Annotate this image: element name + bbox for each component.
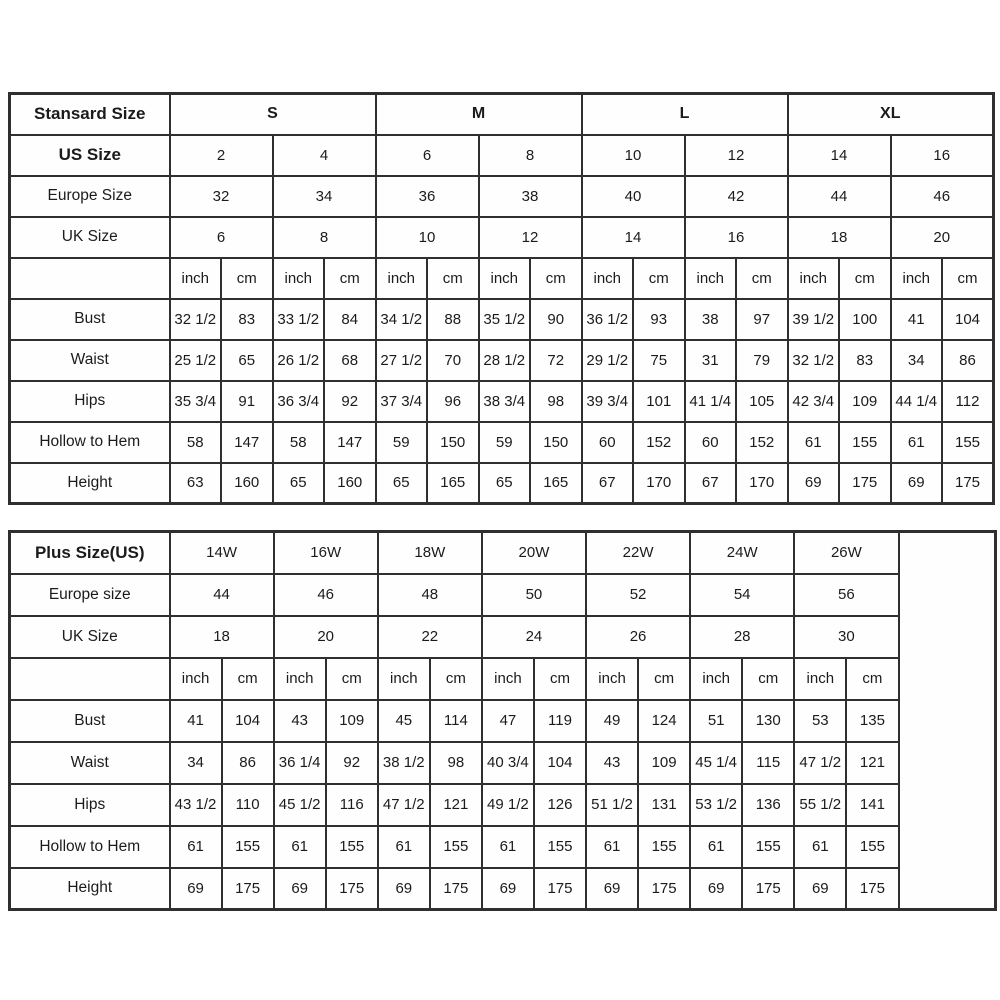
- measurement-value-cell: 45 1/4: [690, 742, 742, 784]
- measurement-value-cell: 69: [794, 868, 846, 910]
- measurement-value-cell: 53 1/2: [690, 784, 742, 826]
- plus-size-table: [8, 530, 997, 911]
- measurement-value-cell: 98: [530, 381, 582, 422]
- row-label-cell: Hollow to Hem: [10, 826, 170, 868]
- measurement-value-cell: 170: [736, 463, 788, 504]
- measurement-value-cell: 45 1/2: [274, 784, 326, 826]
- size-value-cell: 12: [685, 135, 788, 176]
- measurement-value-cell: 175: [534, 868, 586, 910]
- measurement-value-cell: 58: [273, 422, 325, 463]
- measurement-value-cell: 175: [846, 868, 898, 910]
- measurement-row: [10, 826, 996, 868]
- measurement-value-cell: 49: [586, 700, 638, 742]
- size-value-cell: 14: [788, 135, 891, 176]
- table-title-cell: Stansard Size: [10, 94, 170, 135]
- measurement-value-cell: 91: [221, 381, 273, 422]
- unit-inch-cell: inch: [690, 658, 742, 700]
- table-title-cell: Plus Size(US): [10, 532, 170, 574]
- row-label-cell: UK Size: [10, 217, 170, 258]
- unit-inch-cell: inch: [482, 658, 534, 700]
- measurement-value-cell: 86: [222, 742, 274, 784]
- size-group-cell: 24W: [690, 532, 794, 574]
- size-row: [10, 176, 994, 217]
- unit-inch-cell: inch: [170, 658, 222, 700]
- measurement-value-cell: 43 1/2: [170, 784, 222, 826]
- size-value-cell: 42: [685, 176, 788, 217]
- measurement-value-cell: 170: [633, 463, 685, 504]
- measurement-value-cell: 72: [530, 340, 582, 381]
- measurement-value-cell: 61: [690, 826, 742, 868]
- measurement-value-cell: 45: [378, 700, 430, 742]
- measurement-row: [10, 381, 994, 422]
- unit-inch-cell: inch: [170, 258, 222, 299]
- measurement-row: [10, 868, 996, 910]
- measurement-value-cell: 60: [582, 422, 634, 463]
- measurement-value-cell: 61: [274, 826, 326, 868]
- measurement-value-cell: 93: [633, 299, 685, 340]
- measurement-value-cell: 68: [324, 340, 376, 381]
- measurement-row: [10, 340, 994, 381]
- measurement-value-cell: 49 1/2: [482, 784, 534, 826]
- measurement-value-cell: 105: [736, 381, 788, 422]
- size-group-cell: 26W: [794, 532, 898, 574]
- measurement-value-cell: 155: [638, 826, 690, 868]
- measurement-value-cell: 83: [221, 299, 273, 340]
- row-label-cell: Height: [10, 463, 170, 504]
- measurement-value-cell: 175: [222, 868, 274, 910]
- size-value-cell: 6: [376, 135, 479, 176]
- measurement-value-cell: 25 1/2: [170, 340, 222, 381]
- measurement-value-cell: 121: [430, 784, 482, 826]
- measurement-value-cell: 35 1/2: [479, 299, 531, 340]
- size-group-cell: 22W: [586, 532, 690, 574]
- measurement-value-cell: 36 1/4: [274, 742, 326, 784]
- measurement-value-cell: 61: [794, 826, 846, 868]
- size-value-cell: 34: [273, 176, 376, 217]
- measurement-value-cell: 31: [685, 340, 737, 381]
- size-value-cell: 4: [273, 135, 376, 176]
- size-value-cell: 24: [482, 616, 586, 658]
- unit-header-row: [10, 658, 996, 700]
- size-value-cell: 14: [582, 217, 685, 258]
- size-value-cell: 22: [378, 616, 482, 658]
- measurement-value-cell: 58: [170, 422, 222, 463]
- measurement-value-cell: 69: [690, 868, 742, 910]
- measurement-value-cell: 165: [427, 463, 479, 504]
- measurement-row: [10, 422, 994, 463]
- measurement-value-cell: 69: [482, 868, 534, 910]
- unit-cm-cell: cm: [530, 258, 582, 299]
- size-value-cell: 10: [376, 217, 479, 258]
- measurement-value-cell: 28 1/2: [479, 340, 531, 381]
- measurement-value-cell: 155: [222, 826, 274, 868]
- measurement-value-cell: 32 1/2: [788, 340, 840, 381]
- size-group-cell: 20W: [482, 532, 586, 574]
- size-value-cell: 28: [690, 616, 794, 658]
- measurement-value-cell: 47 1/2: [794, 742, 846, 784]
- measurement-value-cell: 35 3/4: [170, 381, 222, 422]
- measurement-row: [10, 700, 996, 742]
- unit-cm-cell: cm: [633, 258, 685, 299]
- measurement-value-cell: 65: [221, 340, 273, 381]
- unit-cm-cell: cm: [324, 258, 376, 299]
- unit-cm-cell: cm: [742, 658, 794, 700]
- size-value-cell: 30: [794, 616, 898, 658]
- unit-inch-cell: inch: [586, 658, 638, 700]
- unit-inch-cell: inch: [891, 258, 943, 299]
- size-value-cell: 32: [170, 176, 273, 217]
- measurement-value-cell: 59: [479, 422, 531, 463]
- measurement-value-cell: 104: [222, 700, 274, 742]
- size-group-cell: 14W: [170, 532, 274, 574]
- size-group-cell: S: [170, 94, 376, 135]
- size-value-cell: 48: [378, 574, 482, 616]
- size-value-cell: 56: [794, 574, 898, 616]
- row-label-cell: Bust: [10, 700, 170, 742]
- measurement-value-cell: 32 1/2: [170, 299, 222, 340]
- measurement-value-cell: 39 1/2: [788, 299, 840, 340]
- measurement-value-cell: 40 3/4: [482, 742, 534, 784]
- size-value-cell: 44: [170, 574, 274, 616]
- measurement-value-cell: 69: [378, 868, 430, 910]
- measurement-value-cell: 26 1/2: [273, 340, 325, 381]
- measurement-value-cell: 98: [430, 742, 482, 784]
- measurement-value-cell: 69: [274, 868, 326, 910]
- unit-cm-cell: cm: [221, 258, 273, 299]
- measurement-value-cell: 175: [742, 868, 794, 910]
- size-value-cell: 54: [690, 574, 794, 616]
- measurement-value-cell: 65: [376, 463, 428, 504]
- measurement-value-cell: 160: [221, 463, 273, 504]
- unit-cm-cell: cm: [839, 258, 891, 299]
- size-row: [10, 574, 996, 616]
- unit-cm-cell: cm: [534, 658, 586, 700]
- size-row: [10, 135, 994, 176]
- measurement-value-cell: 175: [430, 868, 482, 910]
- empty-cell: [899, 532, 996, 910]
- size-value-cell: 40: [582, 176, 685, 217]
- measurement-value-cell: 61: [891, 422, 943, 463]
- measurement-value-cell: 34: [891, 340, 943, 381]
- measurement-row: [10, 463, 994, 504]
- measurement-value-cell: 69: [170, 868, 222, 910]
- row-label-cell: Europe Size: [10, 176, 170, 217]
- row-label-cell: Waist: [10, 742, 170, 784]
- measurement-value-cell: 61: [788, 422, 840, 463]
- measurement-value-cell: 101: [633, 381, 685, 422]
- measurement-value-cell: 27 1/2: [376, 340, 428, 381]
- row-label-cell: Height: [10, 868, 170, 910]
- measurement-value-cell: 59: [376, 422, 428, 463]
- unit-inch-cell: inch: [479, 258, 531, 299]
- unit-cm-cell: cm: [430, 658, 482, 700]
- size-group-cell: M: [376, 94, 582, 135]
- unit-cm-cell: cm: [222, 658, 274, 700]
- measurement-value-cell: 147: [221, 422, 273, 463]
- measurement-value-cell: 41: [891, 299, 943, 340]
- measurement-value-cell: 61: [482, 826, 534, 868]
- row-label-cell: UK Size: [10, 616, 170, 658]
- measurement-value-cell: 88: [427, 299, 479, 340]
- measurement-value-cell: 36 3/4: [273, 381, 325, 422]
- unit-inch-cell: inch: [685, 258, 737, 299]
- measurement-value-cell: 131: [638, 784, 690, 826]
- size-group-header-row: [10, 94, 994, 135]
- measurement-value-cell: 47 1/2: [378, 784, 430, 826]
- measurement-value-cell: 96: [427, 381, 479, 422]
- size-value-cell: 6: [170, 217, 273, 258]
- measurement-value-cell: 115: [742, 742, 794, 784]
- unit-cm-cell: cm: [638, 658, 690, 700]
- row-label-cell: Europe size: [10, 574, 170, 616]
- measurement-value-cell: 69: [586, 868, 638, 910]
- measurement-value-cell: 119: [534, 700, 586, 742]
- size-value-cell: 46: [891, 176, 994, 217]
- measurement-value-cell: 42 3/4: [788, 381, 840, 422]
- size-value-cell: 44: [788, 176, 891, 217]
- size-group-cell: 18W: [378, 532, 482, 574]
- measurement-value-cell: 39 3/4: [582, 381, 634, 422]
- measurement-value-cell: 130: [742, 700, 794, 742]
- measurement-value-cell: 33 1/2: [273, 299, 325, 340]
- row-label-cell: Hips: [10, 381, 170, 422]
- size-value-cell: 36: [376, 176, 479, 217]
- measurement-value-cell: 34: [170, 742, 222, 784]
- size-value-cell: 20: [274, 616, 378, 658]
- measurement-value-cell: 83: [839, 340, 891, 381]
- measurement-value-cell: 38: [685, 299, 737, 340]
- size-value-cell: 38: [479, 176, 582, 217]
- size-value-cell: 20: [891, 217, 994, 258]
- measurement-row: [10, 742, 996, 784]
- measurement-value-cell: 90: [530, 299, 582, 340]
- measurement-value-cell: 67: [582, 463, 634, 504]
- measurement-value-cell: 47: [482, 700, 534, 742]
- size-group-cell: L: [582, 94, 788, 135]
- row-label-cell: Hollow to Hem: [10, 422, 170, 463]
- measurement-value-cell: 175: [839, 463, 891, 504]
- measurement-value-cell: 109: [326, 700, 378, 742]
- size-group-cell: 16W: [274, 532, 378, 574]
- measurement-value-cell: 135: [846, 700, 898, 742]
- measurement-value-cell: 41: [170, 700, 222, 742]
- size-value-cell: 2: [170, 135, 273, 176]
- measurement-value-cell: 44 1/4: [891, 381, 943, 422]
- measurement-value-cell: 109: [839, 381, 891, 422]
- measurement-value-cell: 37 3/4: [376, 381, 428, 422]
- unit-cm-cell: cm: [942, 258, 994, 299]
- size-value-cell: 50: [482, 574, 586, 616]
- measurement-value-cell: 43: [274, 700, 326, 742]
- size-group-header-row: [10, 532, 996, 574]
- measurement-value-cell: 70: [427, 340, 479, 381]
- size-value-cell: 16: [685, 217, 788, 258]
- measurement-value-cell: 155: [839, 422, 891, 463]
- measurement-value-cell: 61: [586, 826, 638, 868]
- measurement-value-cell: 165: [530, 463, 582, 504]
- unit-inch-cell: inch: [376, 258, 428, 299]
- size-value-cell: 46: [274, 574, 378, 616]
- measurement-value-cell: 152: [736, 422, 788, 463]
- measurement-value-cell: 75: [633, 340, 685, 381]
- measurement-value-cell: 53: [794, 700, 846, 742]
- measurement-value-cell: 104: [942, 299, 994, 340]
- size-row: [10, 217, 994, 258]
- measurement-value-cell: 67: [685, 463, 737, 504]
- measurement-value-cell: 61: [378, 826, 430, 868]
- measurement-value-cell: 175: [638, 868, 690, 910]
- measurement-value-cell: 175: [326, 868, 378, 910]
- measurement-value-cell: 84: [324, 299, 376, 340]
- measurement-value-cell: 141: [846, 784, 898, 826]
- measurement-value-cell: 150: [427, 422, 479, 463]
- size-value-cell: 18: [170, 616, 274, 658]
- measurement-value-cell: 65: [273, 463, 325, 504]
- size-value-cell: 52: [586, 574, 690, 616]
- empty-cell: [10, 658, 170, 700]
- measurement-value-cell: 97: [736, 299, 788, 340]
- size-value-cell: 8: [479, 135, 582, 176]
- measurement-value-cell: 61: [170, 826, 222, 868]
- unit-inch-cell: inch: [582, 258, 634, 299]
- size-value-cell: 18: [788, 217, 891, 258]
- unit-inch-cell: inch: [273, 258, 325, 299]
- size-value-cell: 10: [582, 135, 685, 176]
- measurement-value-cell: 38 3/4: [479, 381, 531, 422]
- measurement-value-cell: 29 1/2: [582, 340, 634, 381]
- row-label-cell: Bust: [10, 299, 170, 340]
- measurement-value-cell: 155: [326, 826, 378, 868]
- measurement-value-cell: 92: [326, 742, 378, 784]
- measurement-value-cell: 92: [324, 381, 376, 422]
- measurement-value-cell: 175: [942, 463, 994, 504]
- measurement-value-cell: 150: [530, 422, 582, 463]
- measurement-value-cell: 63: [170, 463, 222, 504]
- measurement-value-cell: 112: [942, 381, 994, 422]
- unit-header-row: [10, 258, 994, 299]
- measurement-value-cell: 69: [788, 463, 840, 504]
- measurement-value-cell: 152: [633, 422, 685, 463]
- measurement-row: [10, 784, 996, 826]
- size-value-cell: 8: [273, 217, 376, 258]
- measurement-value-cell: 65: [479, 463, 531, 504]
- measurement-value-cell: 86: [942, 340, 994, 381]
- measurement-value-cell: 43: [586, 742, 638, 784]
- measurement-value-cell: 51: [690, 700, 742, 742]
- row-label-cell: US Size: [10, 135, 170, 176]
- measurement-value-cell: 51 1/2: [586, 784, 638, 826]
- unit-cm-cell: cm: [427, 258, 479, 299]
- measurement-value-cell: 109: [638, 742, 690, 784]
- size-row: [10, 616, 996, 658]
- size-value-cell: 26: [586, 616, 690, 658]
- measurement-value-cell: 124: [638, 700, 690, 742]
- size-value-cell: 16: [891, 135, 994, 176]
- measurement-value-cell: 36 1/2: [582, 299, 634, 340]
- empty-cell: [10, 258, 170, 299]
- size-value-cell: 12: [479, 217, 582, 258]
- measurement-value-cell: 116: [326, 784, 378, 826]
- size-group-cell: XL: [788, 94, 994, 135]
- unit-inch-cell: inch: [378, 658, 430, 700]
- standard-size-table: [8, 92, 995, 505]
- measurement-value-cell: 104: [534, 742, 586, 784]
- measurement-value-cell: 126: [534, 784, 586, 826]
- measurement-value-cell: 114: [430, 700, 482, 742]
- measurement-value-cell: 79: [736, 340, 788, 381]
- measurement-value-cell: 155: [534, 826, 586, 868]
- unit-inch-cell: inch: [274, 658, 326, 700]
- measurement-value-cell: 34 1/2: [376, 299, 428, 340]
- measurement-value-cell: 136: [742, 784, 794, 826]
- measurement-value-cell: 100: [839, 299, 891, 340]
- measurement-value-cell: 155: [846, 826, 898, 868]
- unit-cm-cell: cm: [736, 258, 788, 299]
- measurement-value-cell: 155: [742, 826, 794, 868]
- measurement-value-cell: 121: [846, 742, 898, 784]
- measurement-value-cell: 38 1/2: [378, 742, 430, 784]
- measurement-value-cell: 41 1/4: [685, 381, 737, 422]
- measurement-value-cell: 160: [324, 463, 376, 504]
- measurement-value-cell: 55 1/2: [794, 784, 846, 826]
- measurement-row: [10, 299, 994, 340]
- measurement-value-cell: 155: [430, 826, 482, 868]
- measurement-value-cell: 110: [222, 784, 274, 826]
- unit-inch-cell: inch: [794, 658, 846, 700]
- measurement-value-cell: 155: [942, 422, 994, 463]
- measurement-value-cell: 147: [324, 422, 376, 463]
- row-label-cell: Hips: [10, 784, 170, 826]
- row-label-cell: Waist: [10, 340, 170, 381]
- measurement-value-cell: 69: [891, 463, 943, 504]
- unit-cm-cell: cm: [326, 658, 378, 700]
- unit-inch-cell: inch: [788, 258, 840, 299]
- measurement-value-cell: 60: [685, 422, 737, 463]
- unit-cm-cell: cm: [846, 658, 898, 700]
